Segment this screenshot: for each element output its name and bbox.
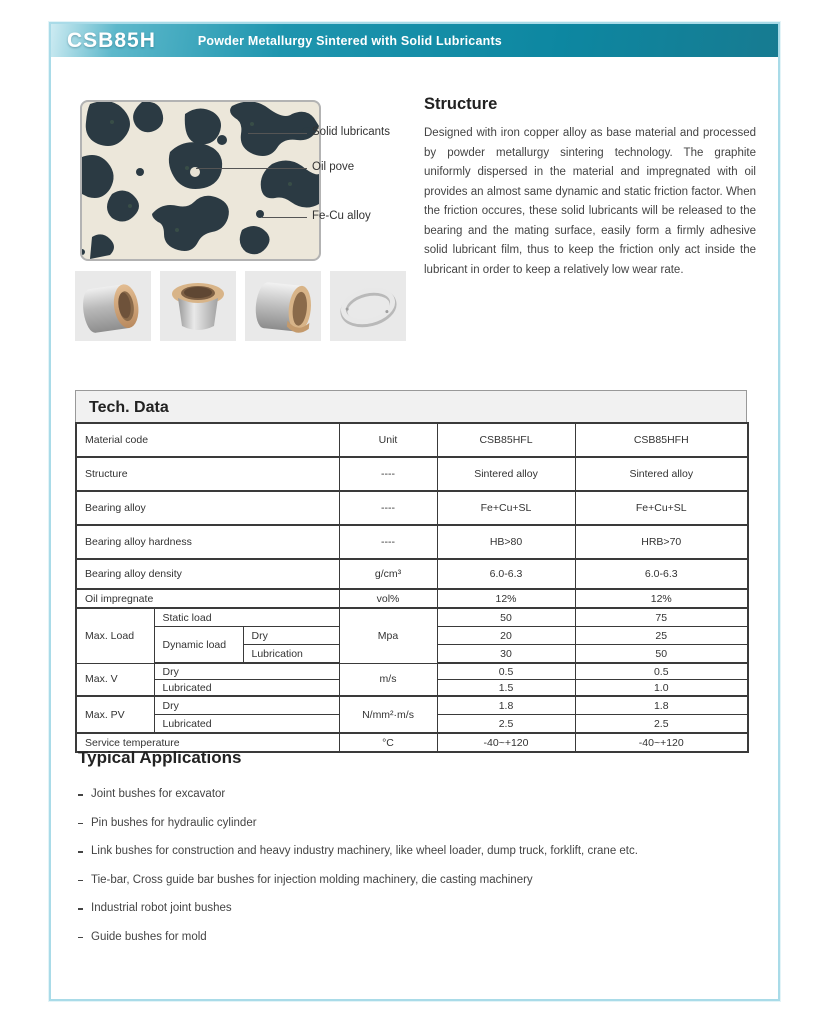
sub-label-dry: Dry xyxy=(154,696,339,715)
row-value-hfl: 30 xyxy=(437,645,575,664)
row-value-hfl: 2.5 xyxy=(437,715,575,734)
row-label: Structure xyxy=(76,457,339,491)
sub-label-dynamic-load: Dynamic load xyxy=(154,627,243,664)
row-value-hfl: -40~+120 xyxy=(437,733,575,752)
list-item xyxy=(78,931,738,943)
col-header-csb85hfl: CSB85HFL xyxy=(437,423,575,457)
row-value-hfl: 12% xyxy=(437,589,575,608)
tech-data-title: Tech. Data xyxy=(75,390,747,423)
row-value-hfl: 6.0-6.3 xyxy=(437,559,575,589)
tech-data-section xyxy=(75,390,747,753)
leader-line-fe-cu-alloy xyxy=(262,217,307,218)
row-label: Bearing alloy hardness xyxy=(76,525,339,559)
micrograph-blobs xyxy=(82,102,319,259)
typical-applications-title: Typical Applications xyxy=(78,748,242,767)
label-fe-cu-alloy: Fe-Cu alloy xyxy=(312,210,371,222)
application-text: Pin bushes for hydraulic cylinder xyxy=(91,816,257,829)
header-bar xyxy=(51,24,778,57)
row-label: Service temperature xyxy=(76,733,339,752)
table-row-hardness xyxy=(76,525,748,559)
leader-line-solid-lubricants xyxy=(248,133,307,134)
typical-applications-section xyxy=(78,748,738,959)
applications-list xyxy=(78,788,738,943)
leader-line-oil-pore xyxy=(196,168,307,169)
application-text: Industrial robot joint bushes xyxy=(91,902,232,914)
table-row-max-pv-dry xyxy=(76,696,748,715)
structure-section xyxy=(424,95,756,280)
table-row-structure xyxy=(76,457,748,491)
bullet-dash xyxy=(78,880,83,882)
list-item xyxy=(78,874,738,886)
bullet-dash xyxy=(78,823,83,825)
bullet-dash xyxy=(78,908,83,910)
row-value-hfl: 1.8 xyxy=(437,696,575,715)
list-item xyxy=(78,902,738,914)
bushing-photo-flanged xyxy=(160,271,236,341)
application-text: Joint bushes for excavator xyxy=(91,788,226,800)
row-value-hfh: 1.0 xyxy=(575,680,748,697)
row-unit: Mpa xyxy=(339,608,437,663)
label-solid-lubricants: Solid lubricants xyxy=(312,126,390,138)
row-unit: ---- xyxy=(339,457,437,491)
structure-body: Designed with iron copper alloy as base material and processed by powder metallurgy sintering technology. The graphite uniformly dispersed in the material and impregnated with oil provides an almost same dynamic and static friction factor. When the friction occures, these solid lubricants will be released to the bearing and the mating surface, easily form a firmly adhesive solid lubricant film, thus to keep the friction only act inside the lubricant in order to keep a relatively low wear rate. xyxy=(424,127,756,276)
sub-label-static-load: Static load xyxy=(154,608,339,627)
row-value-hfh: 12% xyxy=(575,589,748,608)
row-unit: N/mm²·m/s xyxy=(339,696,437,733)
row-value-hfh: 2.5 xyxy=(575,715,748,734)
row-value-hfl: Fe+Cu+SL xyxy=(437,491,575,525)
row-value-hfh: Sintered alloy xyxy=(575,457,748,491)
row-unit: ---- xyxy=(339,525,437,559)
row-value-hfh: 25 xyxy=(575,627,748,645)
bushing-photo-sleeve xyxy=(245,271,321,341)
group-label-max-load: Max. Load xyxy=(76,608,154,663)
sub-label-lubrication: Lubrication xyxy=(243,645,339,664)
row-unit: °C xyxy=(339,733,437,752)
sub-label-lubricated: Lubricated xyxy=(154,680,339,697)
bullet-dash xyxy=(78,937,83,939)
table-row-density xyxy=(76,559,748,589)
row-unit: m/s xyxy=(339,663,437,696)
row-label: Bearing alloy xyxy=(76,491,339,525)
row-value-hfl: 50 xyxy=(437,608,575,627)
application-text: Tie-bar, Cross guide bar bushes for injection molding machinery, die casting machinery xyxy=(91,873,533,886)
table-row-max-v-dry xyxy=(76,663,748,680)
col-header-csb85hfh: CSB85HFH xyxy=(575,423,748,457)
row-unit: ---- xyxy=(339,491,437,525)
table-row-oil-impregnate xyxy=(76,589,748,608)
product-code: CSB85H xyxy=(67,28,156,52)
application-text: Guide bushes for mold xyxy=(91,930,207,943)
row-value-hfh: HRB>70 xyxy=(575,525,748,559)
col-header-material-code: Material code xyxy=(76,423,339,457)
bushing-photo-cylindrical xyxy=(75,271,151,341)
washer-photo-ring xyxy=(330,271,406,341)
row-value-hfh: 6.0-6.3 xyxy=(575,559,748,589)
sub-label-dry: Dry xyxy=(243,627,339,645)
list-item xyxy=(78,845,738,857)
row-value-hfh: 0.5 xyxy=(575,663,748,680)
row-label: Oil impregnate xyxy=(76,589,339,608)
micrograph-image xyxy=(80,100,321,261)
bullet-dash xyxy=(78,794,83,796)
group-label-max-v: Max. V xyxy=(76,663,154,696)
sub-label-lubricated: Lubricated xyxy=(154,715,339,734)
sub-label-dry: Dry xyxy=(154,663,339,680)
label-oil-pore: Oil pove xyxy=(312,161,355,173)
row-value-hfh: 1.8 xyxy=(575,696,748,715)
list-item xyxy=(78,817,738,829)
row-value-hfh: -40~+120 xyxy=(575,733,748,752)
row-value-hfl: 20 xyxy=(437,627,575,645)
row-unit: g/cm³ xyxy=(339,559,437,589)
group-label-max-pv: Max. PV xyxy=(76,696,154,733)
header-subtitle: Powder Metallurgy Sintered with Solid Lubricants xyxy=(197,33,502,48)
row-value-hfl: 0.5 xyxy=(437,663,575,680)
row-value-hfl: 1.5 xyxy=(437,680,575,697)
row-value-hfl: Sintered alloy xyxy=(437,457,575,491)
row-value-hfh: 75 xyxy=(575,608,748,627)
row-value-hfh: 50 xyxy=(575,645,748,664)
table-row-bearing-alloy xyxy=(76,491,748,525)
bullet-dash xyxy=(78,851,83,853)
table-row-max-load-static xyxy=(76,608,748,627)
structure-title: Structure xyxy=(424,95,498,113)
list-item xyxy=(78,788,738,800)
tech-data-table xyxy=(75,422,749,753)
table-header-row xyxy=(76,423,748,457)
application-text: Link bushes for construction and heavy industry machinery, like wheel loader, dump truck, forklift, crane etc. xyxy=(91,845,638,857)
col-header-unit: Unit xyxy=(339,423,437,457)
row-value-hfl: HB>80 xyxy=(437,525,575,559)
row-value-hfh: Fe+Cu+SL xyxy=(575,491,748,525)
product-photos xyxy=(75,271,406,341)
row-unit: vol% xyxy=(339,589,437,608)
row-label: Bearing alloy density xyxy=(76,559,339,589)
